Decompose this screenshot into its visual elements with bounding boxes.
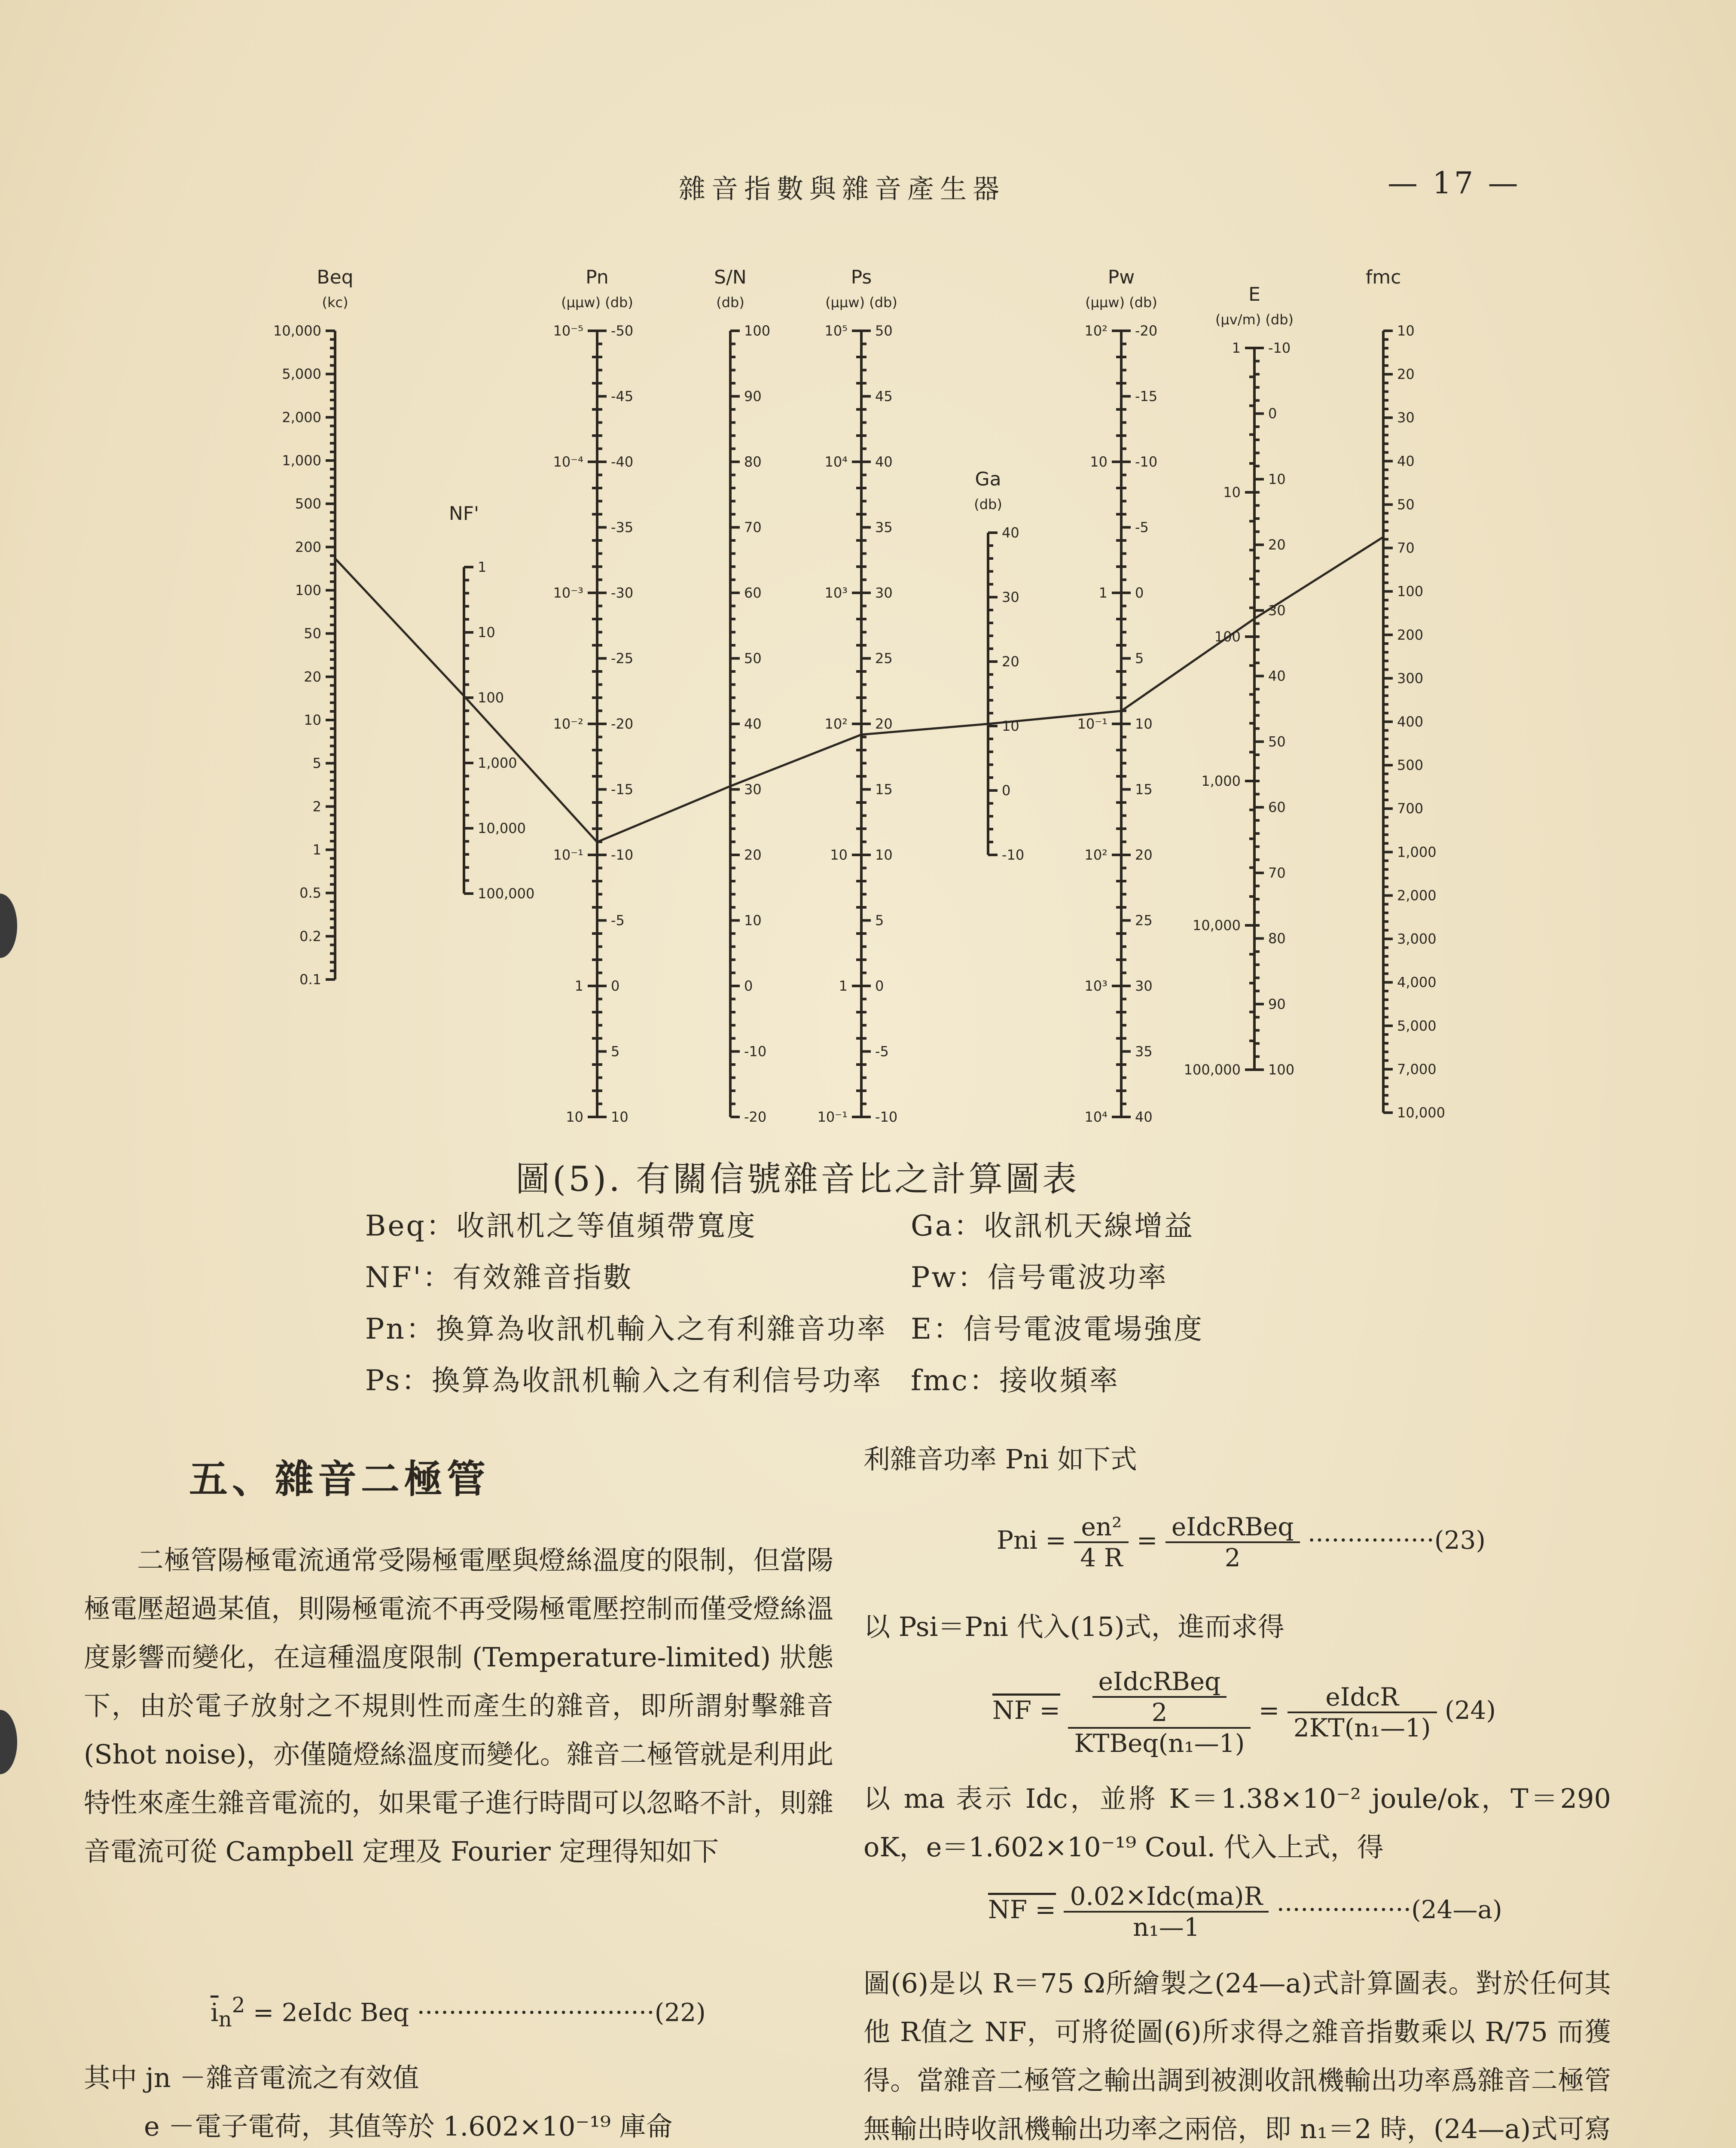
tick-label-beq: 1,000: [282, 452, 321, 469]
tick-label-beq: 5: [312, 755, 321, 772]
tick-label-nf: 100: [478, 690, 504, 706]
scale-name-beq: Beq: [317, 266, 354, 288]
tick-label-pn: -15: [611, 781, 634, 798]
tick-label-e: 70: [1268, 864, 1286, 881]
scale-name-e: E: [1248, 284, 1260, 305]
tick-label-e: 90: [1268, 996, 1286, 1013]
tick-label-fmc: 70: [1397, 540, 1415, 556]
equation-24: NF = $\frac{\frac{\text{eIdcRBeq}}{2}}{\text{KTBeq(n₁—1)}}$ = $\frac{\text{eIdcR}}{\text{2KT(n₁—1)}}$ (24): [992, 1667, 1496, 1758]
tick-label-pw: -15: [1135, 388, 1158, 405]
tick-label-pw: 10²: [1084, 847, 1108, 863]
tick-label-pn: -35: [611, 519, 634, 536]
binder-hole: [0, 1710, 17, 1774]
tick-label-pn: 5: [611, 1043, 620, 1060]
tick-label-ps: 1: [839, 978, 848, 994]
tick-label-pw: 15: [1135, 781, 1153, 798]
tick-label-e: 60: [1268, 799, 1286, 816]
tick-label-beq: 1: [312, 842, 321, 858]
tick-label-fmc: 1,000: [1397, 844, 1437, 860]
tick-label-e: 80: [1268, 930, 1286, 947]
tick-label-pw: 40: [1135, 1109, 1153, 1125]
tick-label-sn: -10: [744, 1043, 767, 1060]
legend-pn: Pn：換算為收訊机輸入之有利雜音功率: [365, 1312, 887, 1346]
legend-e: E：信号電波電場強度: [911, 1312, 1204, 1346]
tick-label-pn: -30: [611, 585, 634, 601]
tick-label-ps: 0: [875, 978, 884, 994]
tick-label-pn: -5: [611, 912, 625, 929]
equation-24a: NF = $\frac{\text{0.02×Idc(ma)R}}{\text{n₁—1}}$ ·················(24—a): [988, 1882, 1502, 1942]
text-figure6: 圖(6)是以 R＝75 Ω所繪製之(24—a)式計算圖表。對於任何其他 R值之 NF，可將從圖(6)所求得之雜音指數乘以 R/75 而獲得。當雜音二極管之輸出調到被測收訊機輸出功率爲雜音二極管無輸出時收訊機輸出功率之兩倍，即 n₁＝2 時，(24—a)式可寫: [863, 1968, 1611, 2145]
def-e: e －電子電荷，其值等於 1.602×10⁻¹⁹ 庫侖: [144, 2111, 673, 2142]
tick-label-fmc: 3,000: [1397, 931, 1437, 947]
scale-unit-pw: (μμw) (db): [1085, 294, 1157, 311]
paragraph-shot-noise: 二極管陽極電流通常受陽極電壓與燈絲溫度的限制，但當陽極電壓超過某值，則陽極電流不再受陽極電壓控制而僅受燈絲溫度影響而變化，在這種溫度限制 (Temperature-limited) 狀態下，由於電子放射之不規則性而產生的雜音，即所謂射擊雜音(Shot noise)，亦僅隨燈絲溫度而變化。雜音二極管就是利用此特性來產生雜音電流的，如果電子進行時間可以忽略不計，則雜音電流可從 Campbell 定理及 Fourier 定理得知如下: [84, 1544, 833, 1867]
tick-label-fmc: 500: [1397, 757, 1424, 774]
tick-label-pn: -40: [611, 454, 634, 470]
definitions: [84, 2053, 833, 2148]
scale-unit-sn: (db): [716, 294, 744, 311]
tick-label-e: 0: [1268, 405, 1277, 422]
tick-label-pw: 10: [1090, 454, 1108, 470]
tick-label-pn: 10⁻²: [553, 716, 583, 732]
tick-label-pn: -50: [611, 323, 634, 339]
tick-label-e: 100: [1214, 629, 1241, 645]
tick-label-sn: 0: [744, 978, 753, 994]
tick-label-pn: -25: [611, 650, 634, 667]
nomogram: [0, 241, 1736, 1147]
tick-label-nf: 1,000: [478, 755, 517, 771]
tick-label-ps: 40: [875, 454, 893, 470]
tick-label-ps: -5: [875, 1043, 889, 1060]
tick-label-e: 100: [1268, 1062, 1295, 1078]
section-title: 五、雜音二極管: [189, 1456, 490, 1502]
tick-label-ps: 10: [875, 847, 893, 863]
figure-caption: 圖(5). 有關信號雜音比之計算圖表: [516, 1159, 1080, 1199]
page-number: — 17 —: [1388, 165, 1521, 201]
tick-label-sn: 30: [744, 781, 762, 798]
tick-label-ps: 10: [830, 847, 848, 863]
tick-label-ps: 10⁴: [824, 454, 848, 470]
tick-label-fmc: 7,000: [1397, 1061, 1437, 1077]
tick-label-fmc: 4,000: [1397, 974, 1437, 991]
tick-label-pw: -20: [1135, 323, 1158, 339]
tick-label-pn: -45: [611, 388, 634, 405]
tick-label-e: 30: [1268, 602, 1286, 619]
tick-label-ps: 10³: [824, 585, 848, 601]
tick-label-ps: 30: [875, 585, 893, 601]
scale-unit-beq: (kc): [322, 294, 348, 311]
tick-label-pw: 25: [1135, 912, 1153, 929]
running-title: 雜音指數與雜音產生器: [679, 173, 1006, 204]
text-substitute: 以 Psi＝Pni 代入(15)式，進而求得: [863, 1611, 1284, 1642]
equation-22: $\overline{i}_n^2$ = 2eIdc Beq ······························(22): [211, 1993, 706, 2032]
tick-label-pw: 20: [1135, 847, 1153, 863]
tick-label-pn: 0: [611, 978, 620, 994]
tick-label-e: 10,000: [1193, 917, 1241, 934]
tick-label-e: 1,000: [1201, 773, 1241, 789]
tick-label-sn: 50: [744, 650, 762, 667]
tick-label-pw: 10⁻¹: [1077, 716, 1108, 732]
tick-label-fmc: 400: [1397, 714, 1424, 730]
legend-fmc: fmc：接收頻率: [911, 1364, 1120, 1397]
scale-name-pw: Pw: [1108, 266, 1135, 288]
tick-label-pw: -10: [1135, 454, 1158, 470]
tick-label-nf: 10,000: [478, 820, 526, 836]
tick-label-sn: -20: [744, 1109, 767, 1125]
tick-label-beq: 10: [304, 712, 321, 728]
tick-label-ps: 10⁵: [824, 323, 848, 339]
tick-label-pn: 10⁻⁵: [553, 323, 583, 339]
tick-label-e: 100,000: [1184, 1062, 1241, 1078]
tick-label-ga: 0: [1002, 782, 1011, 799]
tick-label-sn: 10: [744, 912, 762, 929]
tick-label-fmc: 2,000: [1397, 887, 1437, 904]
tick-label-pn: 10: [611, 1109, 628, 1125]
tick-label-pw: 10⁴: [1084, 1109, 1108, 1125]
tick-label-pw: 0: [1135, 585, 1144, 601]
tick-label-e: 1: [1232, 340, 1241, 356]
tick-label-fmc: 50: [1397, 496, 1415, 513]
tick-label-ps: -10: [875, 1109, 898, 1125]
legend-ps: Ps：換算為收訊机輸入之有利信号功率: [365, 1364, 883, 1397]
tick-label-e: -10: [1268, 340, 1291, 356]
tick-label-sn: 20: [744, 847, 762, 863]
legend-pw: Pw：信号電波功率: [911, 1261, 1168, 1294]
tick-label-pn: 10⁻¹: [553, 847, 583, 863]
tick-label-fmc: 40: [1397, 453, 1415, 470]
tick-label-ps: 35: [875, 519, 893, 536]
tick-label-fmc: 300: [1397, 670, 1424, 687]
right-text-2: [863, 1774, 1611, 1871]
tick-label-pw: 35: [1135, 1043, 1153, 1060]
tick-label-beq: 2,000: [282, 409, 321, 426]
scale-name-ps: Ps: [851, 266, 872, 288]
tick-label-ps: 10⁻¹: [817, 1109, 848, 1125]
tick-label-beq: 100: [295, 582, 321, 598]
scale-name-sn: S/N: [714, 266, 747, 288]
tick-label-sn: 60: [744, 585, 762, 601]
tick-label-ps: 50: [875, 323, 893, 339]
tick-label-pw: 10³: [1084, 978, 1108, 994]
tick-label-sn: 40: [744, 716, 762, 732]
tick-label-fmc: 5,000: [1397, 1017, 1437, 1034]
tick-label-pn: 1: [574, 978, 583, 994]
right-text-3: [863, 1959, 1611, 2148]
tick-label-beq: 500: [295, 495, 321, 512]
tick-label-fmc: 700: [1397, 800, 1424, 817]
intro-text: 利雜音功率 Pni 如下式: [863, 1443, 1137, 1475]
scale-name-nf: NF': [448, 503, 479, 525]
equation-23: Pni = $\frac{\text{en²}}{4 R}$ = $\frac{\text{eIdcRBeq}}{2}$ ················(23): [997, 1512, 1486, 1572]
tick-label-ps: 45: [875, 388, 893, 405]
tick-label-beq: 5,000: [282, 366, 321, 382]
tick-label-fmc: 10,000: [1397, 1105, 1445, 1121]
tick-label-pn: -20: [611, 716, 634, 732]
tick-label-beq: 2: [312, 798, 321, 815]
right-text-1: [863, 1602, 1611, 1651]
tick-label-e: 10: [1223, 484, 1241, 500]
tick-label-ga: 20: [1002, 653, 1019, 670]
tick-label-e: 50: [1268, 733, 1286, 750]
tick-label-ga: 10: [1002, 718, 1019, 734]
tick-label-ps: 20: [875, 716, 893, 732]
tick-label-beq: 0.2: [299, 928, 321, 945]
tick-label-pw: 30: [1135, 978, 1153, 994]
right-intro: [863, 1435, 1611, 1483]
scale-unit-ps: (μμw) (db): [825, 294, 897, 311]
tick-label-pn: 10: [566, 1109, 583, 1125]
tick-label-beq: 50: [304, 625, 321, 642]
tick-label-pw: 5: [1135, 650, 1144, 667]
tick-label-fmc: 30: [1397, 409, 1415, 426]
tick-label-pw: -5: [1135, 519, 1149, 536]
legend-ga: Ga：收訊机天線增益: [911, 1209, 1195, 1242]
tick-label-pn: 10⁻³: [553, 585, 583, 601]
tick-label-sn: 100: [744, 323, 771, 339]
tick-label-beq: 10,000: [273, 323, 321, 339]
scale-name-fmc: fmc: [1365, 266, 1401, 288]
def-jn: 其中 jn －雜音電流之有效值: [84, 2062, 419, 2093]
tick-label-e: 40: [1268, 668, 1286, 684]
tick-label-sn: 70: [744, 519, 762, 536]
tick-label-nf: 10: [478, 624, 495, 641]
tick-label-ps: 10²: [824, 716, 848, 732]
tick-label-sn: 80: [744, 454, 762, 470]
tick-label-ga: -10: [1002, 847, 1025, 863]
tick-label-fmc: 10: [1397, 323, 1415, 339]
tick-label-nf: 1: [478, 559, 487, 575]
tick-label-beq: 200: [295, 539, 321, 555]
tick-label-ps: 5: [875, 912, 884, 929]
tick-label-e: 10: [1268, 471, 1286, 488]
tick-label-pn: -10: [611, 847, 634, 863]
tick-label-pw: 10²: [1084, 323, 1108, 339]
legend-nf: NF'：有效雜音指數: [365, 1261, 633, 1294]
tick-label-pw: 10: [1135, 716, 1153, 732]
tick-label-fmc: 20: [1397, 366, 1415, 383]
tick-label-fmc: 200: [1397, 626, 1424, 643]
tick-label-ga: 30: [1002, 589, 1019, 605]
tick-label-pw: 1: [1098, 585, 1108, 601]
text-constants: 以 ma 表示 Idc，並將 K＝1.38×10⁻² joule/ok，T＝290 oK，e＝1.602×10⁻¹⁹ Coul. 代入上式，得: [863, 1783, 1611, 1863]
scale-unit-ga: (db): [974, 496, 1002, 513]
tick-label-ps: 15: [875, 781, 893, 798]
scale-unit-pn: (μμw) (db): [561, 294, 633, 311]
scale-name-ga: Ga: [975, 468, 1001, 490]
tick-label-beq: 0.5: [299, 885, 321, 901]
scale-unit-e: (μv/m) (db): [1215, 311, 1294, 328]
tick-label-beq: 0.1: [299, 971, 321, 988]
legend-beq: Beq：收訊机之等值頻帶寬度: [365, 1209, 757, 1242]
tick-label-e: 20: [1268, 537, 1286, 553]
tick-label-fmc: 100: [1397, 583, 1424, 600]
left-column: [84, 1536, 833, 1876]
tick-label-ps: 25: [875, 650, 893, 667]
tick-label-pn: 10⁻⁴: [553, 454, 583, 470]
tick-label-nf: 100,000: [478, 885, 535, 902]
scale-name-pn: Pn: [586, 266, 609, 288]
tick-label-ga: 40: [1002, 525, 1019, 541]
tick-label-beq: 20: [304, 668, 321, 685]
tick-label-sn: 90: [744, 388, 762, 405]
